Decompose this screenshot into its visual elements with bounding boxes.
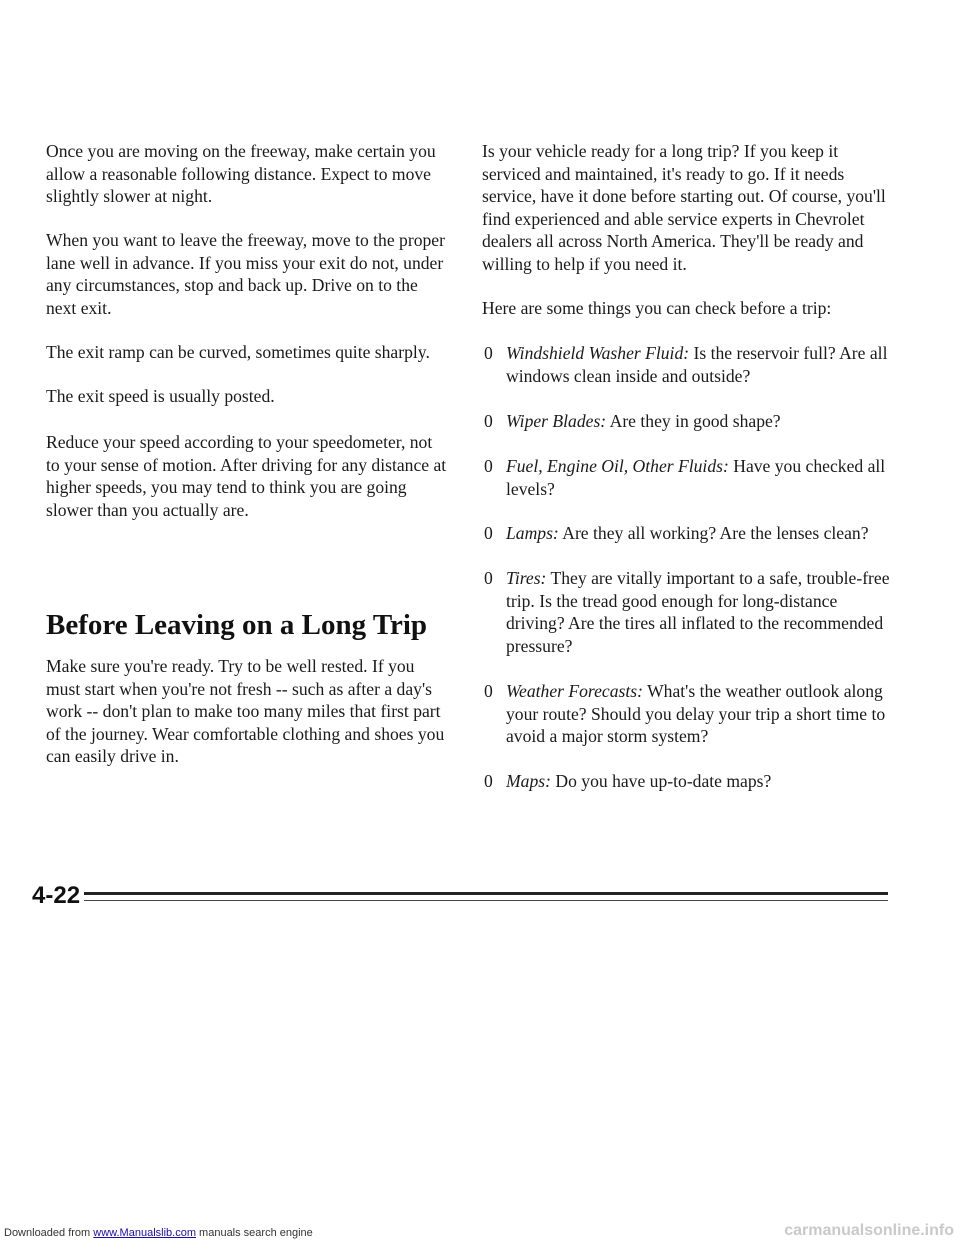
bullet-text: Have you checked all levels?	[506, 456, 886, 499]
bullet-marker: 0	[484, 523, 493, 543]
footer-suffix: manuals search engine	[199, 1227, 313, 1239]
bullet-text: Do you have up-to-date maps?	[555, 771, 772, 791]
footer-prefix: Downloaded from	[4, 1227, 91, 1239]
bullet-text: What's the weather outlook along your route? Should you delay your trip a short time to avoid a major storm system?	[506, 681, 886, 746]
bullet-text: Are they all working? Are the lenses clean?	[562, 523, 869, 543]
footer-rule-thick	[84, 892, 888, 895]
paragraph-exit-ramp: The exit ramp can be curved, sometimes quite sharply.	[46, 342, 430, 362]
paragraph-leave-freeway: When you want to leave the freeway, move to the proper lane well in advance. If you miss your exit do not, under any circumstances, stop and back up. Drive on to the next exit.	[46, 230, 445, 318]
watermark: carmanualsonline.info	[784, 1222, 954, 1239]
bullet-term: Maps:	[506, 771, 551, 791]
paragraph-things-to-check: Here are some things you can check before a trip:	[482, 298, 832, 318]
page-number: 4-22	[32, 882, 81, 909]
bullet-marker: 0	[484, 681, 493, 701]
footer-rule-thin	[84, 900, 888, 901]
paragraph-make-sure: Make sure you're ready. Try to be well rested. If you must start when you're not fresh -- such as after a day's work -- don't plan to make too many miles that first part of the journey. Wear comfortable clothing and shoes you can easily drive in.	[46, 656, 445, 766]
paragraph-freeway-distance: Once you are moving on the freeway, make certain you allow a reasonable following distance. Expect to move slightly slower at night.	[46, 141, 436, 206]
bullet-text: They are vitally important to a safe, trouble-free trip. Is the tread good enough for long-distance driving? Are the tires all inflated to the recommended pressure?	[506, 568, 890, 656]
bullet-term: Wiper Blades:	[506, 411, 607, 431]
bullet-term: Tires:	[506, 568, 547, 588]
bullet-text: Is the reservoir full? Are all windows clean inside and outside?	[506, 343, 888, 386]
download-footer	[4, 1226, 313, 1240]
bullet-term: Windshield Washer Fluid:	[506, 343, 690, 363]
bullet-term: Weather Forecasts:	[506, 681, 643, 701]
bullet-marker: 0	[484, 411, 493, 431]
bullet-marker: 0	[484, 456, 493, 476]
bullet-marker: 0	[484, 343, 493, 363]
paragraph-vehicle-ready: Is your vehicle ready for a long trip? If you keep it serviced and maintained, it's ready to go. If it needs service, have it done before starting out. Of course, you'll find experienced and able service experts in Chevrolet dealers all across North America. They'll be ready and willing to help if you need it.	[482, 141, 886, 274]
paragraph-exit-speed: The exit speed is usually posted.	[46, 386, 275, 406]
manualslib-link[interactable]: www.Manualslib.com	[93, 1227, 196, 1239]
paragraph-reduce-speed: Reduce your speed according to your speedometer, not to your sense of motion. After driving for any distance at higher speeds, you may tend to think you are going slower than you actually are.	[46, 432, 447, 520]
section-heading: Before Leaving on a Long Trip	[46, 609, 428, 641]
bullet-term: Fuel, Engine Oil, Other Fluids:	[506, 456, 729, 476]
bullet-text: Are they in good shape?	[609, 411, 781, 431]
bullet-marker: 0	[484, 771, 493, 791]
bullet-term: Lamps:	[506, 523, 559, 543]
bullet-marker: 0	[484, 568, 493, 588]
